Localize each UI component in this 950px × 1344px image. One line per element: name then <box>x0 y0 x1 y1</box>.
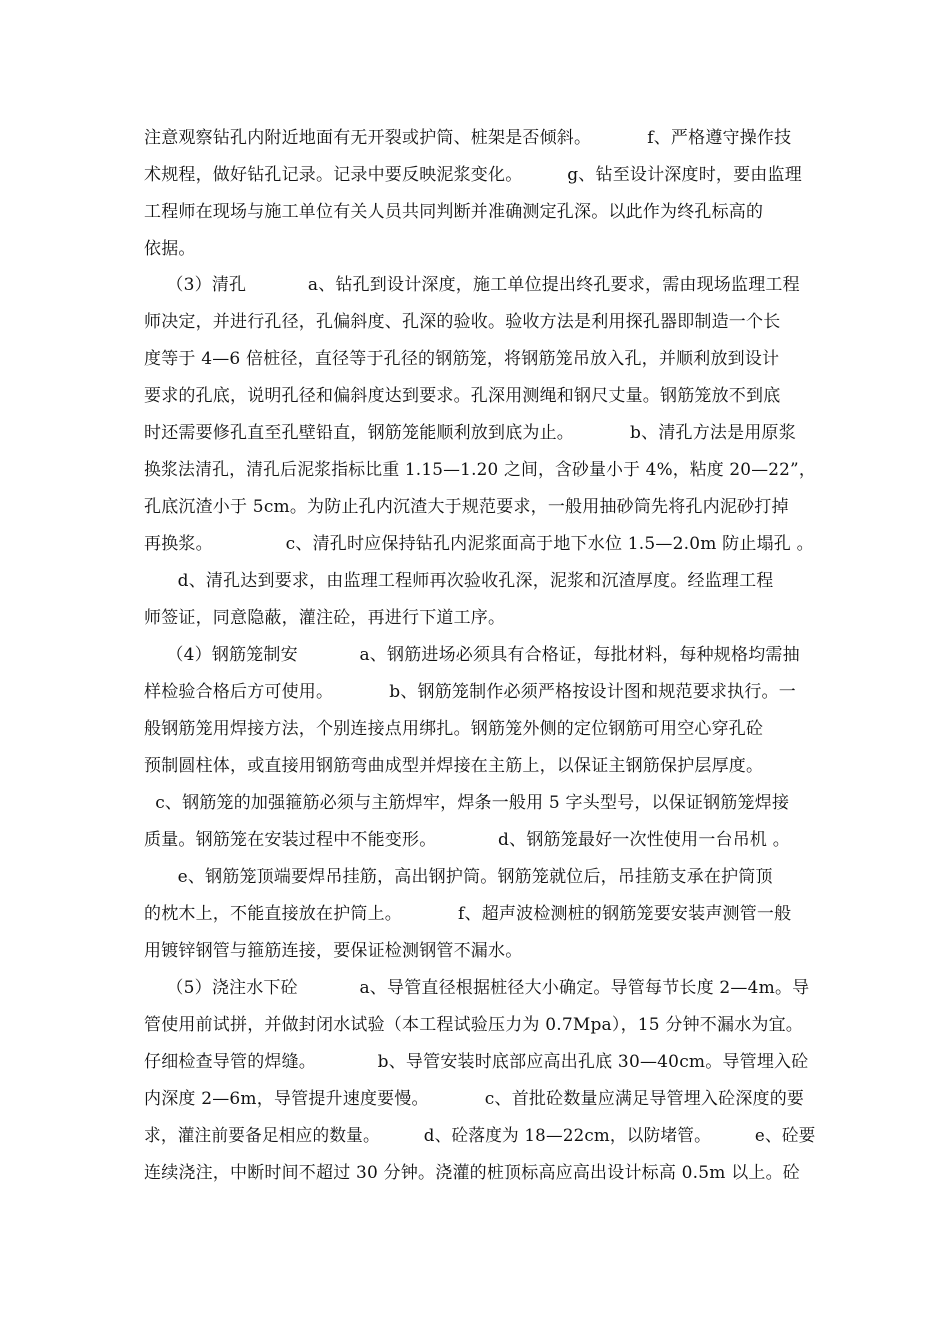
text-line: 预制圆柱体，或直接用钢筋弯曲成型并焊接在主筋上，以保证主钢筋保护层厚度。 <box>144 756 764 776</box>
text-line: 师签证，同意隐蔽，灌注砼，再进行下道工序。 <box>144 608 506 628</box>
text-line: 注意观察钻孔内附近地面有无开裂或护筒、桩架是否倾斜。 f、严格遵守操作技 <box>144 128 792 148</box>
text-line: 内深度 2—6m，导管提升速度要慢。 c、首批砼数量应满足导管埋入砼深度的要 <box>144 1089 805 1109</box>
text-line: 仔细检查导管的焊缝。 b、导管安装时底部应高出孔底 30—40cm。导管埋入砼 <box>144 1052 809 1072</box>
text-line: 依据。 <box>144 239 196 259</box>
text-line: 连续浇注，中断时间不超过 30 分钟。浇灌的桩顶标高应高出设计标高 0.5m 以上。砼 <box>144 1163 801 1183</box>
text-line: 孔底沉渣小于 5cm。为防止孔内沉渣大于规范要求，一般用抽砂筒先将孔内泥砂打掉 <box>144 497 789 517</box>
text-line: 术规程，做好钻孔记录。记录中要反映泥浆变化。 g、钻至设计深度时，要由监理 <box>144 165 802 185</box>
text-line: 般钢筋笼用焊接方法，个别连接点用绑扎。钢筋笼外侧的定位钢筋可用空心穿孔砼 <box>144 719 764 739</box>
text-line: 师决定，并进行孔径，孔偏斜度、孔深的验收。验收方法是利用探孔器即制造一个长 <box>144 312 781 332</box>
text-line: 再换浆。 c、清孔时应保持钻孔内泥浆面高于地下水位 1.5—2.0m 防止塌孔 。 <box>144 534 814 554</box>
text-line: 工程师在现场与施工单位有关人员共同判断并准确测定孔深。以此作为终孔标高的 <box>144 202 764 222</box>
section-heading-line: （4）钢筋笼制安 a、钢筋进场必须具有合格证，每批材料，每种规格均需抽 <box>144 645 800 665</box>
text-line: 样检验合格后方可使用。 b、钢筋笼制作必须严格按设计图和规范要求执行。一 <box>144 682 796 702</box>
text-line: e、钢筋笼顶端要焊吊挂筋，高出钢护筒。钢筋笼就位后，吊挂筋支承在护筒顶 <box>144 867 773 887</box>
text-line: 换浆法清孔，清孔后泥浆指标比重 1.15—1.20 之间，含砂量小于 4%，粘度 20—22”， <box>144 460 816 480</box>
text-line: 质量。钢筋笼在安装过程中不能变形。 d、钢筋笼最好一次性使用一台吊机 。 <box>144 830 790 850</box>
section-heading-line: （5）浇注水下砼 a、导管直径根据桩径大小确定。导管每节长度 2—4m。导 <box>144 978 810 998</box>
section-heading-line: （3）清孔 a、钻孔到设计深度，施工单位提出终孔要求，需由现场监理工程 <box>144 275 800 295</box>
text-line: 求，灌注前要备足相应的数量。 d、砼落度为 18—22cm，以防堵管。 e、砼要 <box>144 1126 816 1146</box>
text-line: 管使用前试拼，并做封闭水试验（本工程试验压力为 0.7Mpa），15 分钟不漏水为宜。 <box>144 1015 803 1035</box>
text-line: c、钢筋笼的加强箍筋必须与主筋焊牢，焊条一般用 5 字头型号，以保证钢筋笼焊接 <box>144 793 790 813</box>
text-line: 的枕木上，不能直接放在护筒上。 f、超声波检测桩的钢筋笼要安装声测管一般 <box>144 904 792 924</box>
text-line: 度等于 4—6 倍桩径，直径等于孔径的钢筋笼，将钢筋笼吊放入孔，并顺利放到设计 <box>144 349 780 369</box>
text-line: 用镀锌钢管与箍筋连接，要保证检测钢管不漏水。 <box>144 941 523 961</box>
text-line: d、清孔达到要求，由监理工程师再次验收孔深，泥浆和沉渣厚度。经监理工程 <box>144 571 774 591</box>
text-line: 要求的孔底，说明孔径和偏斜度达到要求。孔深用测绳和钢尺丈量。钢筋笼放不到底 <box>144 386 781 406</box>
text-line: 时还需要修孔直至孔壁铅直，钢筋笼能顺利放到底为止。 b、清孔方法是用原浆 <box>144 423 796 443</box>
